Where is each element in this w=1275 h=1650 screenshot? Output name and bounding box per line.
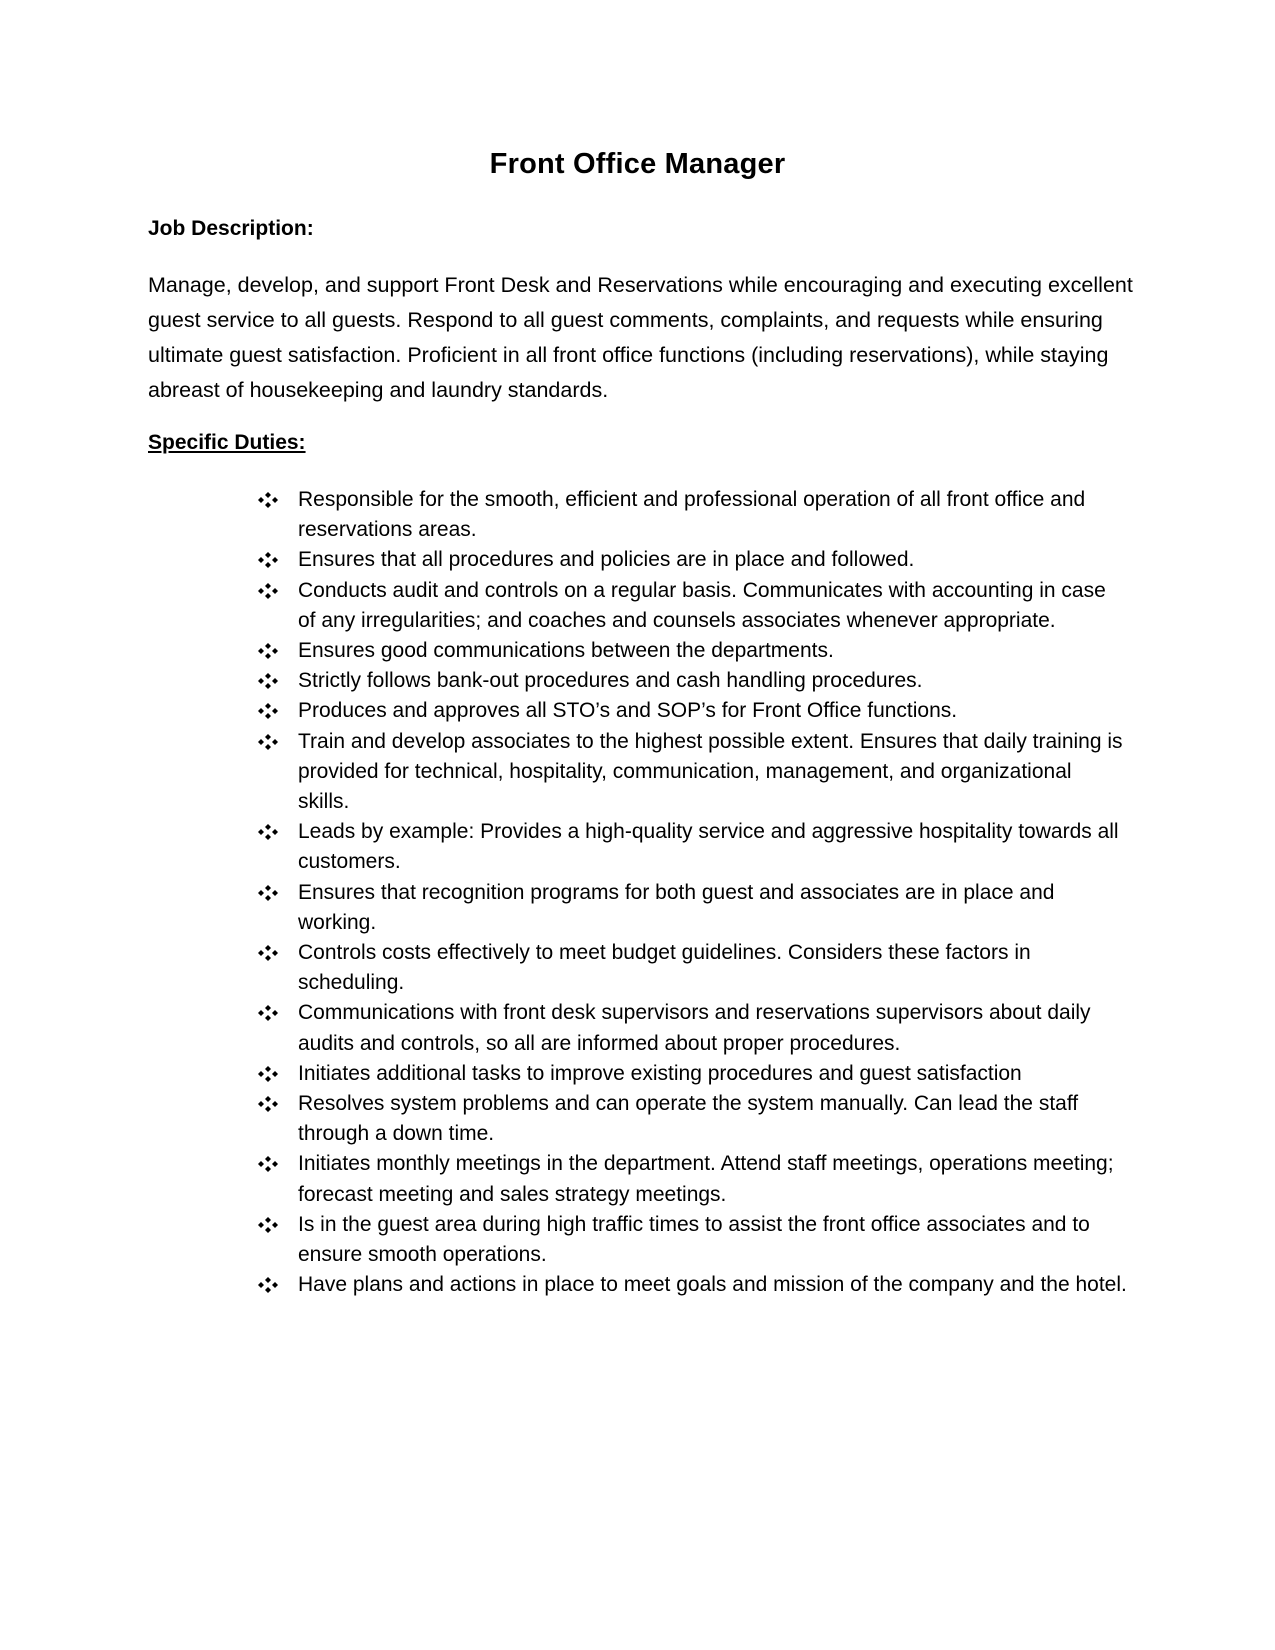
duty-text: Ensures that all procedures and policies are in place and followed.	[298, 548, 915, 572]
four-diamond-bullet-icon	[258, 696, 282, 726]
duty-text: Communications with front desk supervisors and reservations supervisors about daily audits and controls, so all are informed about proper procedures.	[298, 1001, 1091, 1055]
four-diamond-bullet-icon	[258, 545, 282, 575]
duty-text: Conducts audit and controls on a regular basis. Communicates with accounting in case of any irregularities; and coaches and counsels associates whenever appropriate.	[298, 578, 1106, 632]
duty-item	[258, 1149, 1128, 1209]
duty-text: Train and develop associates to the highest possible extent. Ensures that daily training is provided for technical, hospitality, communication, management, and organizational skills.	[298, 729, 1123, 814]
duty-item	[258, 727, 1128, 818]
four-diamond-bullet-icon	[258, 878, 282, 908]
four-diamond-bullet-icon	[258, 938, 282, 968]
duty-item	[258, 1270, 1128, 1300]
duty-item	[258, 998, 1128, 1058]
duty-item	[258, 1059, 1128, 1089]
four-diamond-bullet-icon	[258, 727, 282, 757]
job-description-heading: Job Description:	[148, 217, 314, 240]
duty-text: Ensures that recognition programs for both guest and associates are in place and working.	[298, 880, 1055, 934]
duty-text: Initiates monthly meetings in the department. Attend staff meetings, operations meeting; forecast meeting and sales strategy meetings.	[298, 1152, 1114, 1206]
duty-item	[258, 485, 1128, 545]
four-diamond-bullet-icon	[258, 636, 282, 666]
duty-text: Strictly follows bank-out procedures and cash handling procedures.	[298, 669, 923, 693]
four-diamond-bullet-icon	[258, 998, 282, 1028]
four-diamond-bullet-icon	[258, 485, 282, 515]
four-diamond-bullet-icon	[258, 666, 282, 696]
duties-list	[258, 485, 1128, 1300]
duty-text: Produces and approves all STO’s and SOP’s for Front Office functions.	[298, 699, 958, 723]
specific-duties-heading: Specific Duties:	[148, 431, 306, 454]
four-diamond-bullet-icon	[258, 576, 282, 606]
four-diamond-bullet-icon	[258, 1270, 282, 1300]
page-title: Front Office Manager	[489, 148, 786, 180]
duty-item	[258, 666, 1128, 696]
duty-text: Have plans and actions in place to meet goals and mission of the company and the hotel.	[298, 1273, 1127, 1297]
duty-item	[258, 1089, 1128, 1149]
duty-text: Responsible for the smooth, efficient and professional operation of all front office and reservations areas.	[298, 488, 1086, 542]
duty-text: Initiates additional tasks to improve existing procedures and guest satisfaction	[298, 1061, 1022, 1085]
duty-item	[258, 696, 1128, 726]
duty-item	[258, 817, 1128, 877]
duty-item	[258, 878, 1128, 938]
duty-item	[258, 636, 1128, 666]
duty-text: Is in the guest area during high traffic times to assist the front office associates and to ensure smooth operations.	[298, 1212, 1090, 1267]
four-diamond-bullet-icon	[258, 1210, 282, 1240]
duty-text: Leads by example: Provides a high-quality service and aggressive hospitality towards all customers.	[298, 820, 1119, 874]
four-diamond-bullet-icon	[258, 1149, 282, 1179]
job-description-paragraph: Manage, develop, and support Front Desk and Reservations while encouraging and executing excellent guest service to all guests. Respond to all guest comments, complaints, and requests while ensuring ultimate guest satisfaction. Proficient in all front office functions (including reservations), while staying abreast of housekeeping and laundry standards.	[148, 273, 1133, 402]
four-diamond-bullet-icon	[258, 1059, 282, 1089]
duty-text: Resolves system problems and can operate the system manually. Can lead the staff through a down time.	[298, 1092, 1079, 1146]
four-diamond-bullet-icon	[258, 1089, 282, 1119]
duty-item	[258, 576, 1128, 636]
four-diamond-bullet-icon	[258, 817, 282, 847]
duty-text: Ensures good communications between the departments.	[298, 639, 834, 663]
duty-item	[258, 545, 1128, 575]
duty-text: Controls costs effectively to meet budget guidelines. Considers these factors in scheduling.	[298, 941, 1031, 995]
duty-item	[258, 938, 1128, 998]
duty-item	[258, 1210, 1128, 1270]
